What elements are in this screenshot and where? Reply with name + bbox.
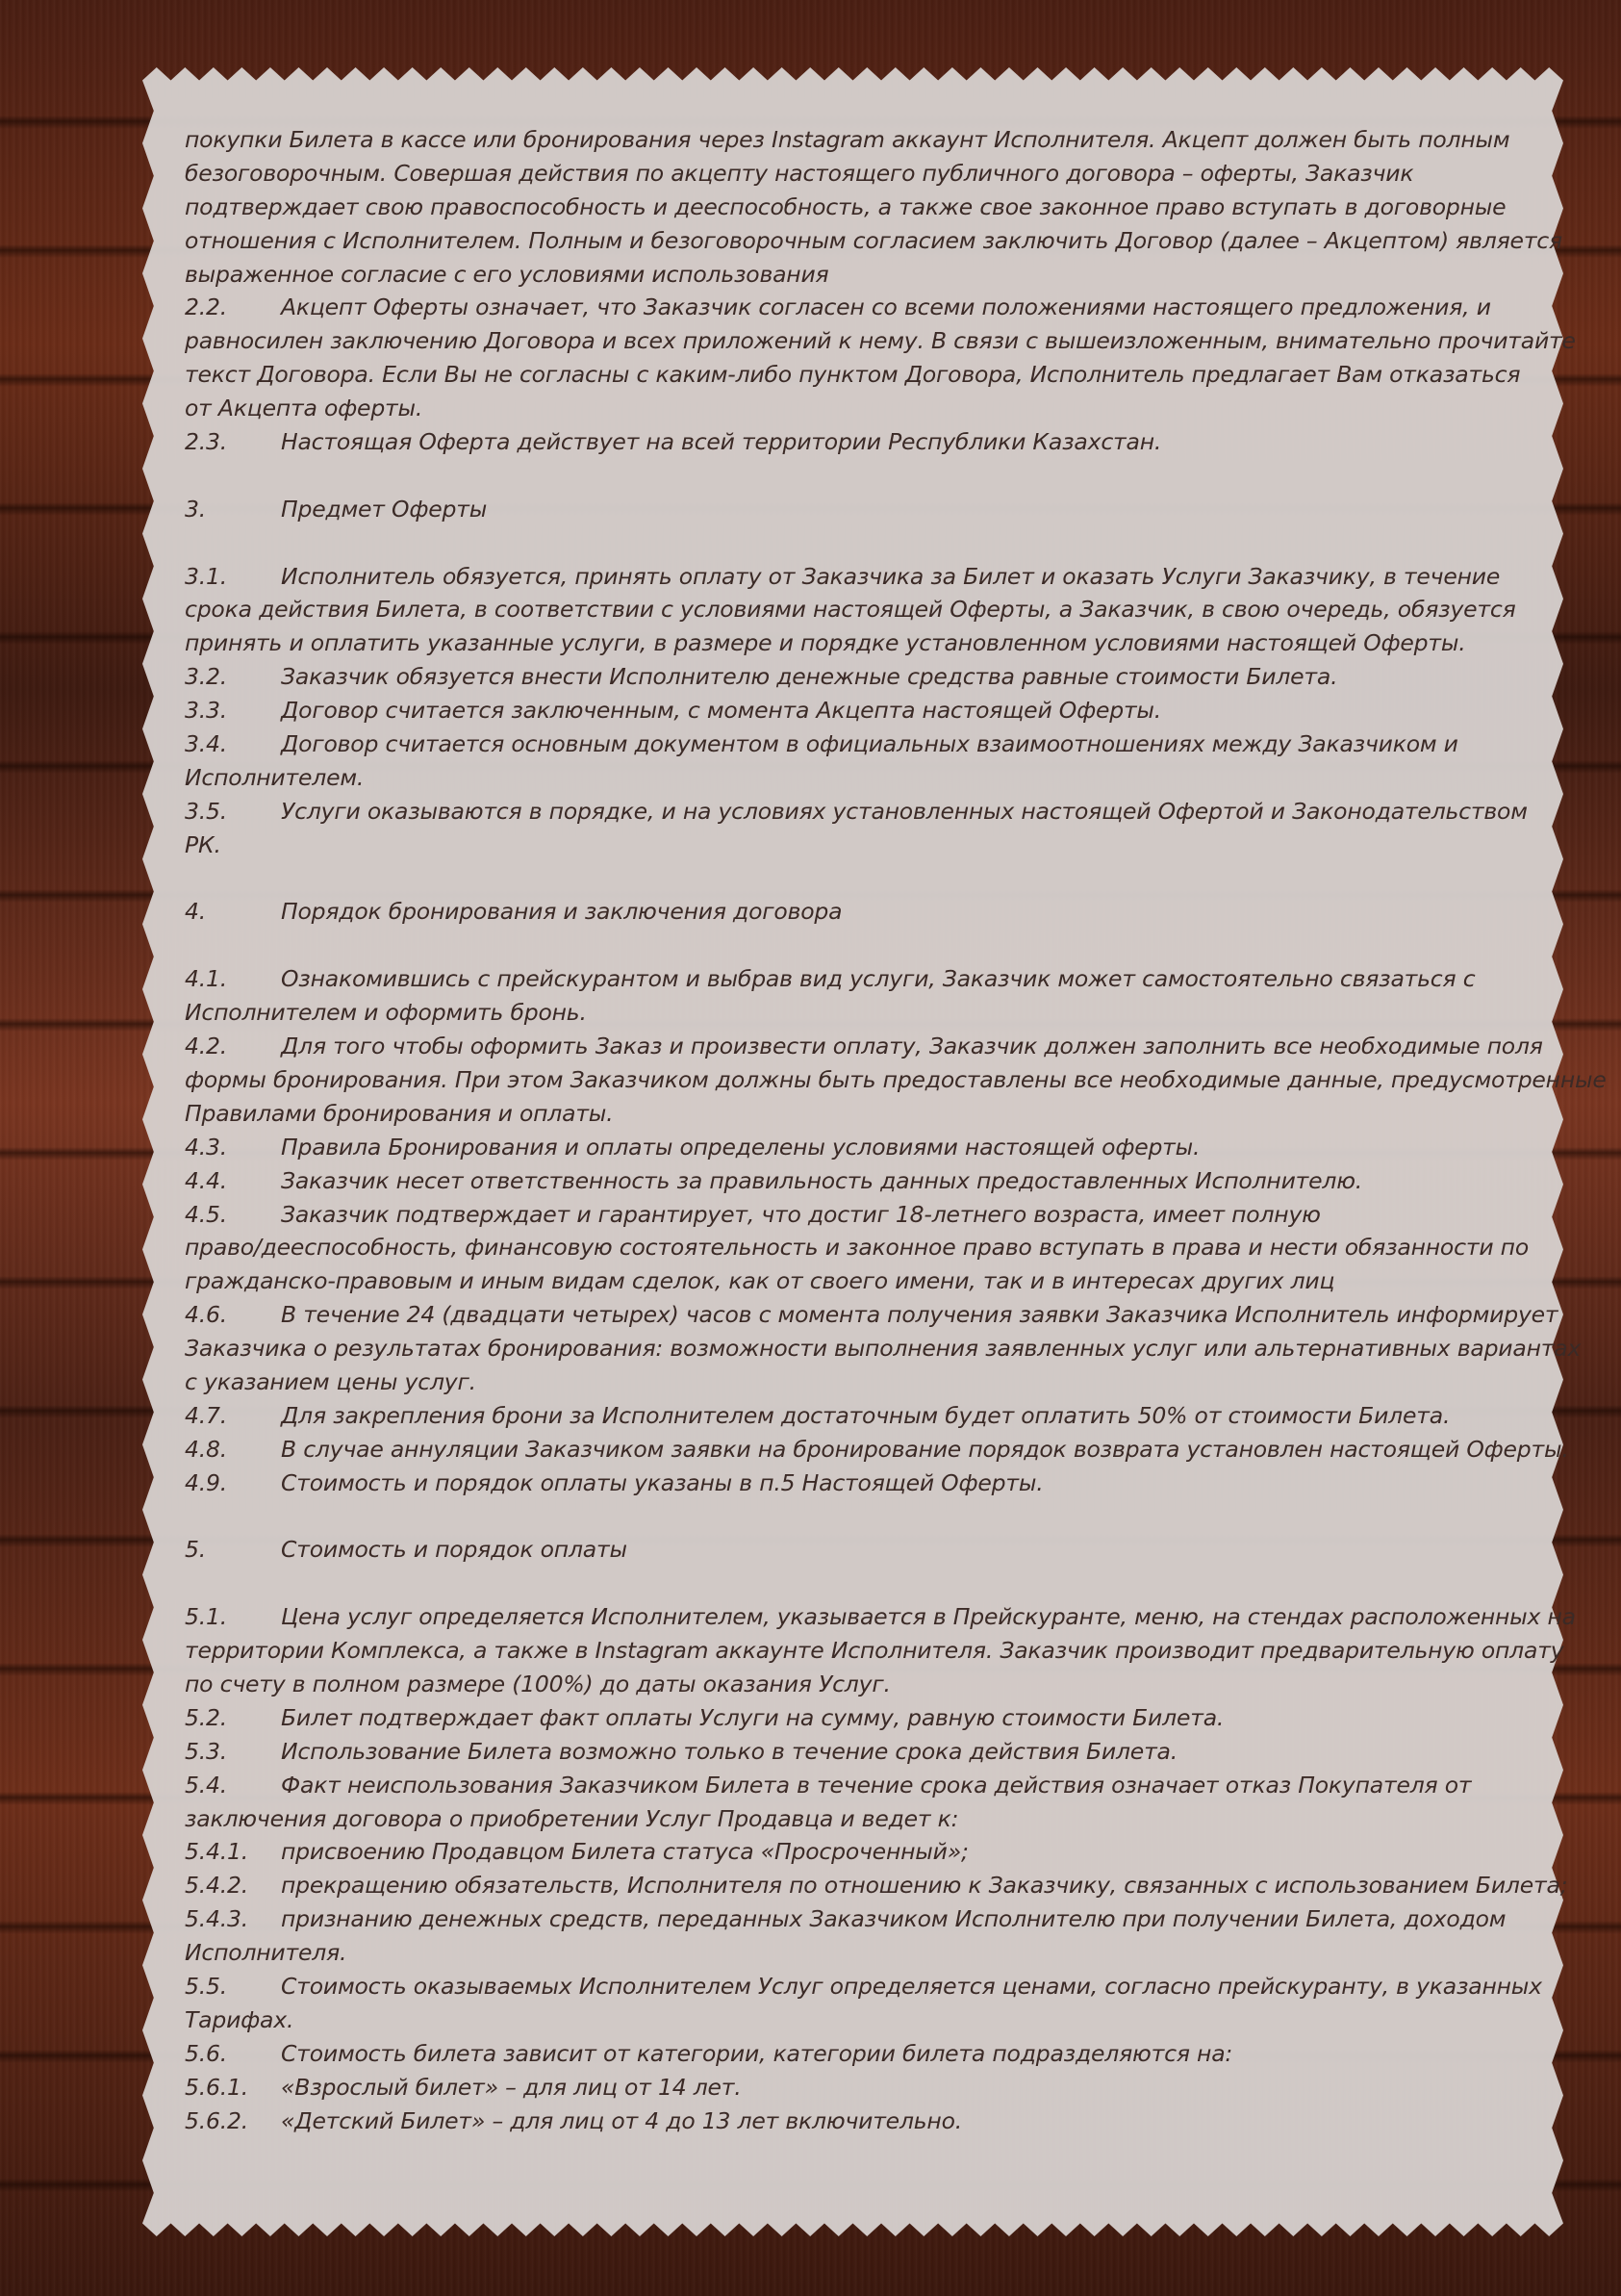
clause-5-5: 5.5. Стоимость оказываемых Исполнителем Услуг определяется ценами, согласно прейскуранту, в указанных Тарифах. [185, 1972, 1542, 2033]
clause-5-4: 5.4. Факт неиспользования Заказчиком Билета в течение срока действия означает отказ Покупателя от заключения договора о приобретении Услуг Продавца и ведет к: [185, 1771, 1472, 1832]
clause-3-1: 3.1. Исполнитель обязуется, принять оплату от Заказчика за Билет и оказать Услуги Заказчику, в течение срока действия Билета, в соответствии с условиями настоящей Оферты, а Заказчик, в свою очередь, обязуется принять и оплатить указанные услуги, в размере и порядке установленном условиями настоящей Оферты. [185, 562, 1516, 657]
section-3-heading: 3. Предмет Оферты [185, 495, 488, 523]
clause-4-3: 4.3. Правила Бронирования и оплаты определены условиями настоящей оферты. [185, 1133, 1201, 1161]
clause-4-6: 4.6. В течение 24 (двадцати четырех) часов с момента получения заявки Заказчика Исполнитель информирует Заказчика о результатах бронирования: возможности выполнения заявленных услуг или альтернативных вариантах с указанием цены услуг. [185, 1301, 1582, 1395]
clause-4-1: 4.1. Ознакомившись с прейскурантом и выбрав вид услуги, Заказчик может самостоятельно связаться с Исполнителем и оформить бронь. [185, 965, 1476, 1027]
clause-5-3: 5.3. Использование Билета возможно только в течение срока действия Билета. [185, 1737, 1178, 1765]
clause-3-2: 3.2. Заказчик обязуется внести Исполнителю денежные средства равные стоимости Билета. [185, 663, 1338, 691]
clause-3-3: 3.3. Договор считается заключенным, с момента Акцепта настоящей Оферты. [185, 697, 1162, 725]
section-4-heading: 4. Порядок бронирования и заключения договора [185, 898, 843, 926]
section-5-heading: 5. Стоимость и порядок оплаты [185, 1536, 627, 1564]
clause-4-8: 4.8. В случае аннуляции Заказчиком заявки на бронирование порядок возврата установлен настоящей Оферты. [185, 1435, 1569, 1463]
clause-3-4: 3.4. Договор считается основным документом в официальных взаимоотношениях между Заказчиком и Исполнителем. [185, 730, 1458, 791]
clause-4-4: 4.4. Заказчик несет ответственность за правильность данных предоставленных Исполнителю. [185, 1166, 1363, 1194]
clause-2-3: 2.3. Настоящая Оферта действует на всей территории Республики Казахстан. [185, 428, 1162, 456]
clause-5-6-1: 5.6.1. «Взрослый билет» – для лиц от 14 лет. [185, 2073, 742, 2101]
offer-document [185, 123, 1607, 2137]
clause-5-6: 5.6. Стоимость билета зависит от категории, категории билета подразделяются на: [185, 2039, 1233, 2067]
clause-5-4-3: 5.4.3. признанию денежных средств, переданных Заказчиком Исполнителю при получении Билета, доходом Исполнителя. [185, 1905, 1507, 1967]
clause-5-4-2: 5.4.2. прекращению обязательств, Исполнителя по отношению к Заказчику, связанных с использованием Билета; [185, 1872, 1568, 1900]
clause-2-1-tail: покупки Билета в кассе или бронирования через Instagram аккаунт Исполнителя. Акцепт должен быть полным безоговорочным. Совершая действия по акцепту настоящего публичного договора – оферты, Заказчик подтверждает свою правоспособность и дееспособность, а также свое законное право вступать в договорные отношения с Исполнителем. Полным и безоговорочным согласием заключить Договор (далее – Акцептом) является выраженное согласие с его условиями использования [185, 126, 1562, 288]
clause-4-2: 4.2. Для того чтобы оформить Заказ и произвести оплату, Заказчик должен заполнить все необходимые поля формы бронирования. При этом Заказчиком должны быть предоставлены все необходимые данные, предусмотренные Правилами бронирования и оплаты. [185, 1033, 1607, 1127]
clause-4-9: 4.9. Стоимость и порядок оплаты указаны в п.5 Настоящей Оферты. [185, 1468, 1044, 1496]
clause-4-7: 4.7. Для закрепления брони за Исполнителем достаточным будет оплатить 50% от стоимости Билета. [185, 1401, 1451, 1429]
clause-5-2: 5.2. Билет подтверждает факт оплаты Услуги на сумму, равную стоимости Билета. [185, 1703, 1225, 1731]
clause-number: 2.2. [185, 293, 228, 321]
clause-2-2: 2.2. Акцепт Оферты означает, что Заказчик согласен со всеми положениями настоящего предложения, и равносилен заключению Договора и всех приложений к нему. В связи с вышеизложенным, внимательно прочитайте текст Договора. Если Вы не согласны с каким-либо пунктом Договора, Исполнитель предлагает Вам отказаться от Акцепта оферты. [185, 291, 1512, 425]
clause-5-1: 5.1. Цена услуг определяется Исполнителем, указывается в Прейскуранте, меню, на стендах расположенных на территории Комплекса, а также в Instagram аккаунте Исполнителя. Заказчик производит предварительную оплату по счету в полном размере (100%) до даты оказания Услуг. [185, 1603, 1576, 1697]
clause-4-5: 4.5. Заказчик подтверждает и гарантирует, что достиг 18-летнего возраста, имеет полную право/дееспособность, финансовую состоятельность и законное право вступать в права и нести обязанности по гражданско-правовым и иным видам сделок, как от своего имени, так и в интересах других лиц [185, 1200, 1530, 1295]
clause-5-6-2: 5.6.2. «Детский Билет» – для лиц от 4 до 13 лет включительно. [185, 2106, 963, 2134]
clause-5-4-1: 5.4.1. присвоению Продавцом Билета статуса «Просроченный»; [185, 1838, 969, 1866]
clause-3-5: 3.5. Услуги оказываются в порядке, и на условиях установленных настоящей Офертой и Законодательством РК. [185, 797, 1528, 858]
